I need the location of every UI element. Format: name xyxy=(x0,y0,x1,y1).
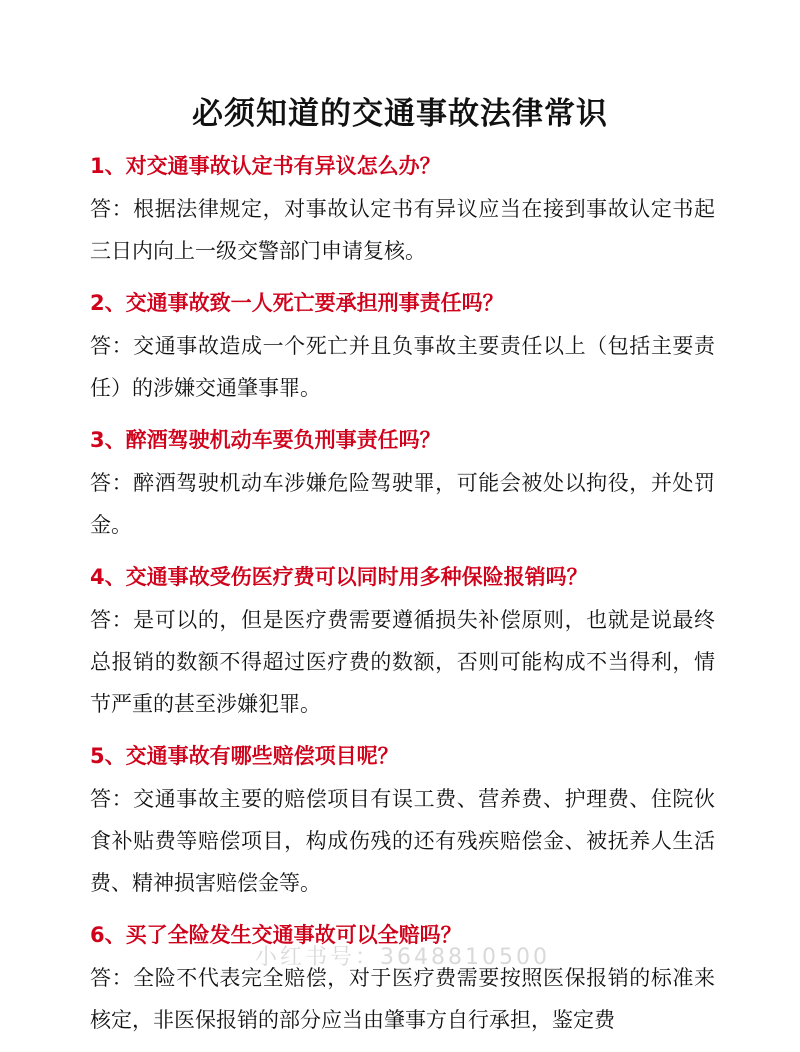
watermark-text: 小红书号：3648810500 xyxy=(255,945,550,970)
answer-1: 答：根据法律规定，对事故认定书有异议应当在接到事故认定书起三日内向上一级交警部门申请复核。 xyxy=(90,197,715,263)
question-3: 3、醉酒驾驶机动车要负刑事责任吗？ xyxy=(90,428,441,452)
qa-item-4 xyxy=(90,557,715,725)
answer-3: 答：醉酒驾驶机动车涉嫌危险驾驶罪，可能会被处以拘役，并处罚金。 xyxy=(90,471,715,537)
question-6: 6、买了全险发生交通事故可以全赔吗？ xyxy=(90,923,462,947)
qa-item-1 xyxy=(90,146,715,272)
answer-2: 答：交通事故造成一个死亡并且负事故主要责任以上（包括主要责任）的涉嫌交通肇事罪。 xyxy=(90,334,715,400)
answer-6: 答：全险不代表完全赔偿，对于医疗费需要按照医保报销的标准来核定，非医保报销的部分应当由肇事方自行承担，鉴定费 xyxy=(90,966,715,1032)
question-5: 5、交通事故有哪些赔偿项目呢？ xyxy=(90,744,399,768)
qa-item-3 xyxy=(90,420,715,546)
page-title: 必须知道的交通事故法律常识 xyxy=(192,96,608,132)
qa-item-2 xyxy=(90,283,715,409)
question-1: 1、对交通事故认定书有异议怎么办？ xyxy=(90,154,441,178)
answer-4: 答：是可以的，但是医疗费需要遵循损失补偿原则，也就是说最终总报销的数额不得超过医疗费的数额，否则可能构成不当得利，情节严重的甚至涉嫌犯罪。 xyxy=(90,608,715,716)
question-2: 2、交通事故致一人死亡要承担刑事责任吗？ xyxy=(90,291,504,315)
qa-item-6 xyxy=(90,915,715,1041)
answer-5: 答：交通事故主要的赔偿项目有误工费、营养费、护理费、住院伙食补贴费等赔偿项目，构成伤残的还有残疾赔偿金、被抚养人生活费、精神损害赔偿金等。 xyxy=(90,787,715,895)
question-4: 4、交通事故受伤医疗费可以同时用多种保险报销吗？ xyxy=(90,565,588,589)
qa-list xyxy=(90,146,715,1052)
qa-item-5 xyxy=(90,736,715,904)
